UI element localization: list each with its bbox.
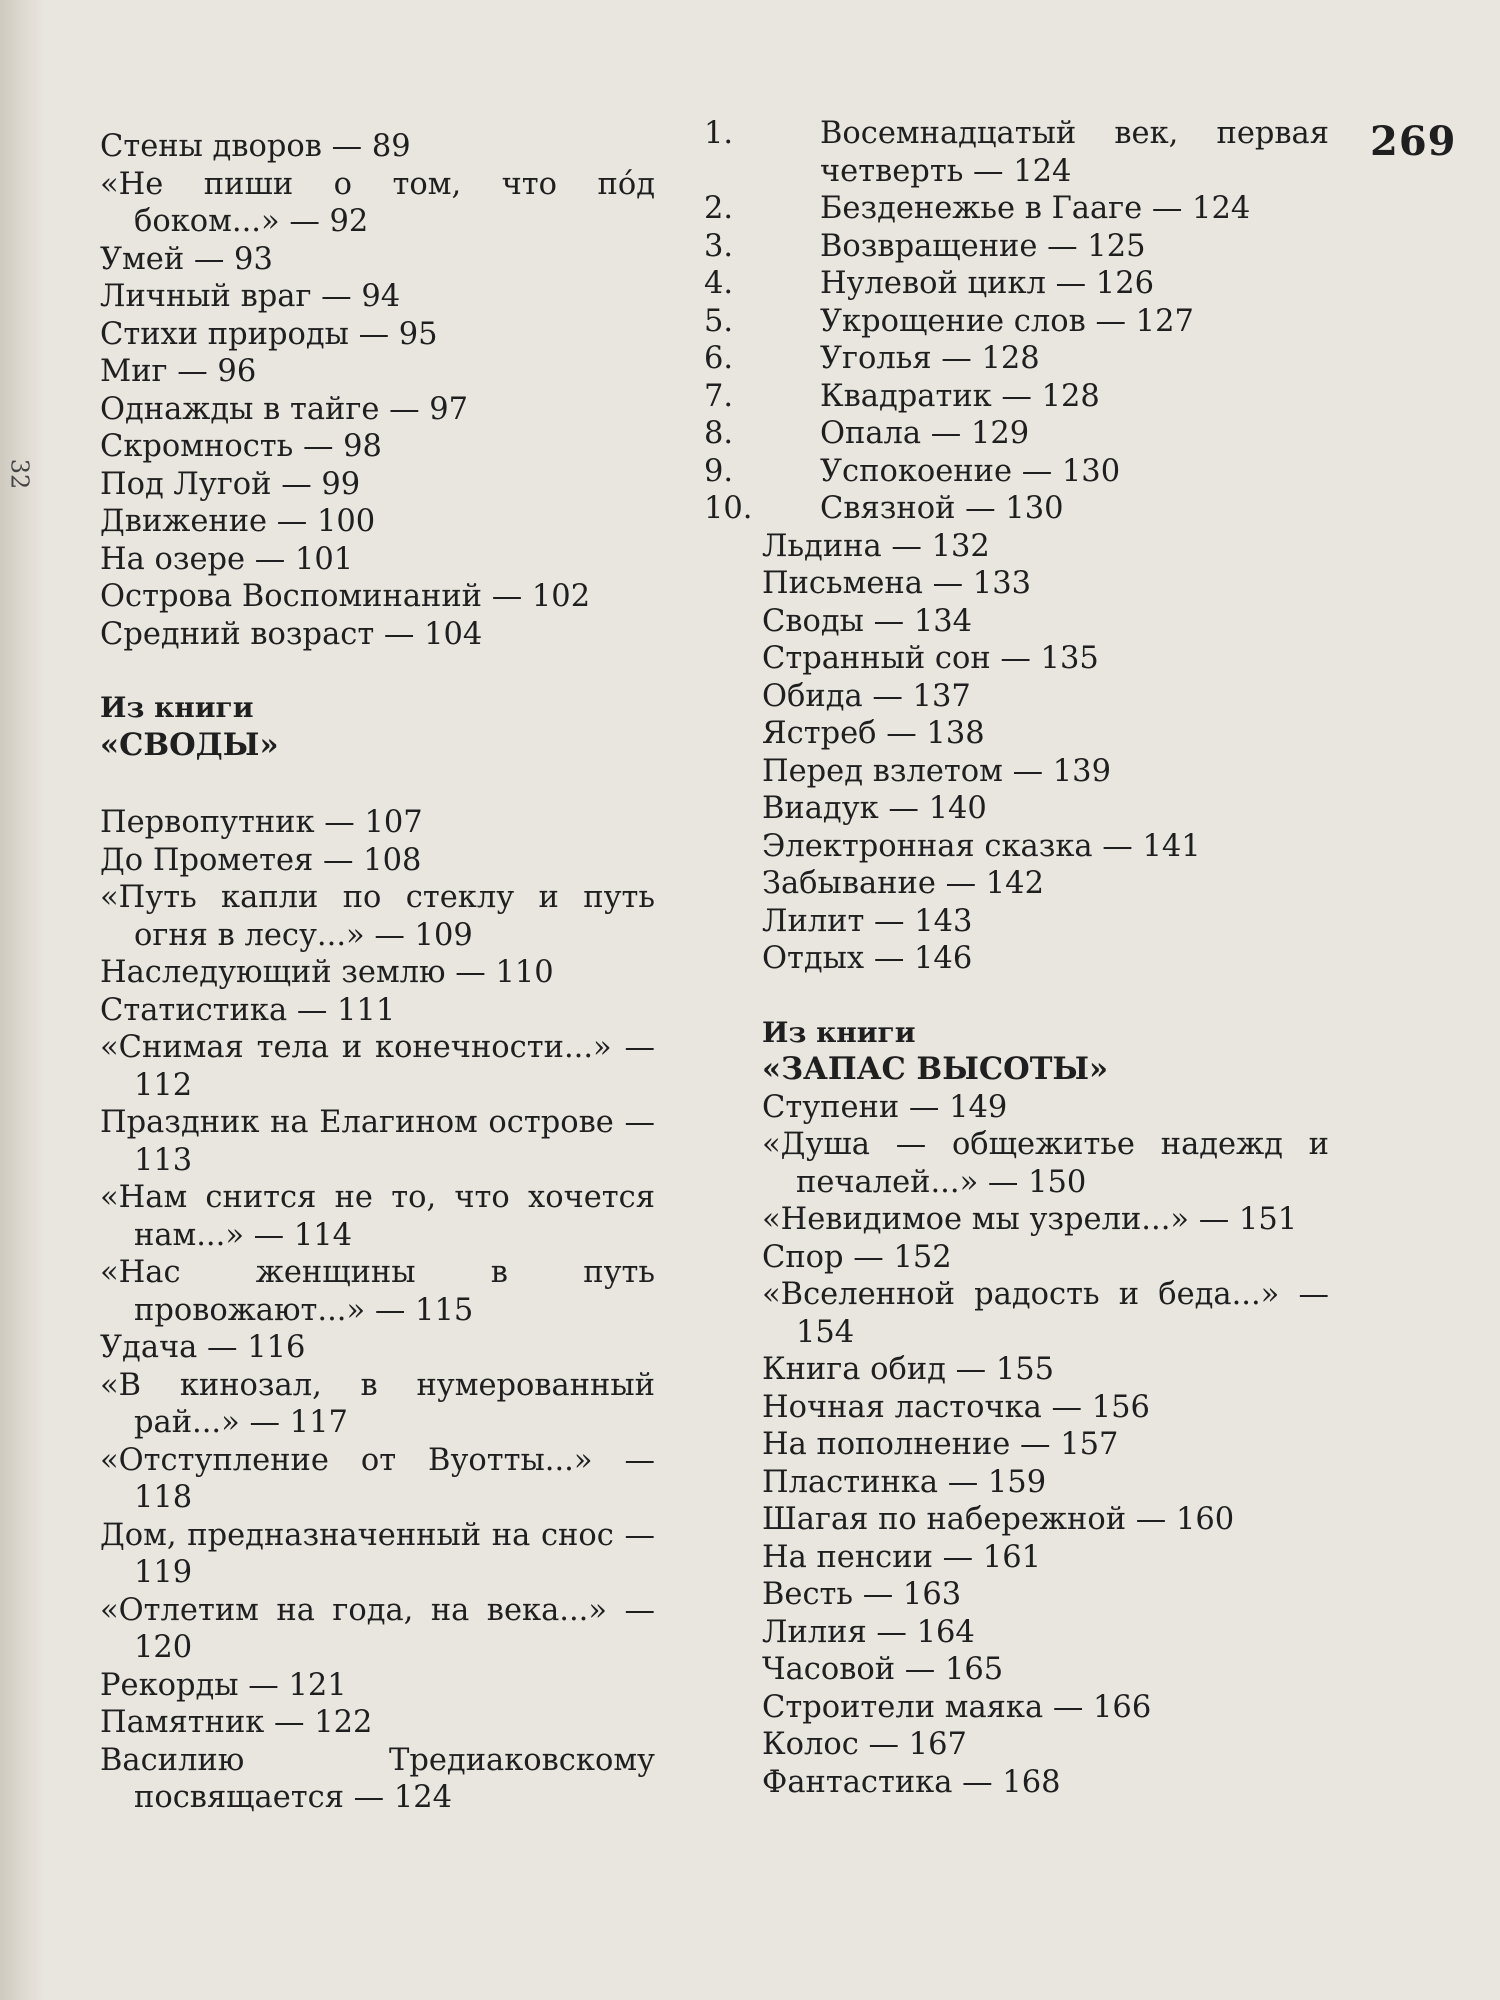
toc-entry: Книга обид — 155 xyxy=(762,1352,1055,1387)
toc-entry-numbered xyxy=(704,265,1329,303)
toc-entry-numbered xyxy=(704,415,1329,453)
section-heading-title: «ЗАПАС ВЫСОТЫ» xyxy=(762,1051,1109,1087)
toc-entry: Обида — 137 xyxy=(762,678,971,714)
toc-entry: «Нас женщины в путь провожают...» — 115 xyxy=(100,1255,655,1328)
entry-number: 8. xyxy=(704,416,734,451)
toc-entry: Перед взлетом — 139 xyxy=(762,753,1111,789)
entry-text: Укрощение слов — 127 xyxy=(820,303,1194,339)
toc-entry: Своды — 134 xyxy=(762,603,973,639)
toc-entry: Строители маяка — 166 xyxy=(762,1689,1152,1725)
toc-entry: До Прометея — 108 xyxy=(100,842,422,878)
toc-entry: Шагая по набережной — 160 xyxy=(762,1502,1235,1537)
toc-entry: Личный враг — 94 xyxy=(100,279,401,314)
toc-entry-numbered xyxy=(704,303,1329,341)
toc-entry: Фантастика — 168 xyxy=(762,1764,1061,1800)
gutter-mark: 32 xyxy=(5,458,34,490)
toc-entry: Колос — 167 xyxy=(762,1727,967,1762)
toc-list-left-b xyxy=(100,804,655,1817)
toc-entry: «Душа — общежитье надежд и печалей...» — 150 xyxy=(762,1127,1329,1200)
entry-text: Возвращение — 125 xyxy=(820,228,1146,264)
toc-entry: Первопутник — 107 xyxy=(100,805,423,840)
toc-entry: Средний возраст — 104 xyxy=(100,616,483,652)
toc-entry: На пополнение — 157 xyxy=(762,1427,1119,1462)
toc-entry: «Путь капли по стеклу и путь огня в лесу...» — 109 xyxy=(100,880,655,953)
entry-number: 7. xyxy=(704,378,734,414)
section-gap xyxy=(762,978,1329,1014)
toc-list-right-b xyxy=(762,1089,1329,1802)
toc-entry: Миг — 96 xyxy=(100,354,257,389)
toc-entry-numbered xyxy=(704,340,1329,378)
toc-entry: Острова Воспоминаний — 102 xyxy=(100,579,591,614)
entry-number: 3. xyxy=(704,228,734,264)
toc-entry: Скромность — 98 xyxy=(100,429,382,464)
toc-list-left-a xyxy=(100,128,655,653)
toc-entry: «Не пиши о том, что по́д боком...» — 92 xyxy=(100,166,655,239)
toc-entry: Рекорды — 121 xyxy=(100,1667,347,1703)
toc-entry: На пенсии — 161 xyxy=(762,1539,1042,1575)
toc-entry: Однажды в тайге — 97 xyxy=(100,391,469,427)
toc-list-right-a xyxy=(762,528,1329,978)
toc-entry: Часовой — 165 xyxy=(762,1652,1004,1687)
entry-number: 9. xyxy=(704,453,734,489)
toc-entry-numbered xyxy=(704,490,1329,528)
toc-entry: Василию Тредиаковскому посвящается — 124 xyxy=(100,1742,655,1815)
entry-text: Связной — 130 xyxy=(820,491,1064,526)
entry-text: Безденежье в Гааге — 124 xyxy=(820,191,1251,226)
toc-entry: Лилит — 143 xyxy=(762,903,973,939)
section-heading-label: Из книги xyxy=(100,691,254,724)
toc-entry: Странный сон — 135 xyxy=(762,641,1099,676)
toc-list-numbered xyxy=(704,115,1329,528)
toc-entry: Удача — 116 xyxy=(100,1330,306,1365)
entry-number: 2. xyxy=(704,191,734,226)
toc-entry: Спор — 152 xyxy=(762,1239,952,1275)
toc-entry: Пластинка — 159 xyxy=(762,1464,1047,1500)
toc-entry: «Вселенной радость и беда...» — 154 xyxy=(762,1277,1329,1350)
toc-entry: Стихи природы — 95 xyxy=(100,316,438,352)
toc-entry-numbered xyxy=(704,115,1329,190)
toc-entry: Виадук — 140 xyxy=(762,791,987,826)
toc-entry-numbered xyxy=(704,190,1329,228)
toc-entry: Памятник — 122 xyxy=(100,1705,373,1740)
entry-number: 4. xyxy=(704,266,734,301)
toc-entry: Под Лугой — 99 xyxy=(100,466,361,502)
entry-text: Опала — 129 xyxy=(820,416,1030,451)
toc-entry: «Невидимое мы узрели...» — 151 xyxy=(762,1202,1298,1237)
toc-entry: Забывание — 142 xyxy=(762,866,1044,901)
section-heading-label: Из книги xyxy=(762,1015,916,1049)
toc-entry: Умей — 93 xyxy=(100,241,273,277)
toc-entry: Лилия — 164 xyxy=(762,1614,975,1650)
section-gap xyxy=(100,653,655,689)
entry-number: 5. xyxy=(704,303,734,339)
entry-text: Восемнадцатый век, первая четверть — 124 xyxy=(820,116,1329,189)
book-gutter xyxy=(0,0,44,2000)
toc-right-column xyxy=(704,115,1329,1801)
toc-entry: Стены дворов — 89 xyxy=(100,129,411,164)
entry-number: 1. xyxy=(704,116,734,151)
toc-entry: «Нам снится не то, что хочется нам...» — 114 xyxy=(100,1180,655,1253)
toc-entry: Праздник на Елагином острове — 113 xyxy=(100,1105,655,1178)
toc-entry: Отдых — 146 xyxy=(762,941,973,976)
entry-text: Уголья — 128 xyxy=(820,341,1040,376)
section-heading-title: «СВОДЫ» xyxy=(100,726,279,763)
toc-entry: Дом, предназначенный на снос — 119 xyxy=(100,1517,655,1590)
toc-entry: Весть — 163 xyxy=(762,1577,962,1612)
toc-entry: Ночная ласточка — 156 xyxy=(762,1389,1150,1425)
toc-entry: Письмена — 133 xyxy=(762,566,1032,601)
toc-entry: Статистика — 111 xyxy=(100,992,396,1028)
entry-text: Квадратик — 128 xyxy=(820,378,1100,414)
toc-entry-numbered xyxy=(704,378,1329,416)
toc-entry: На озере — 101 xyxy=(100,541,354,577)
toc-entry: Электронная сказка — 141 xyxy=(762,828,1201,864)
toc-entry: Ястреб — 138 xyxy=(762,716,985,751)
page-number: 269 xyxy=(1370,118,1457,165)
toc-entry: «Отступление от Вуотты...» — 118 xyxy=(100,1442,655,1515)
entry-number: 10. xyxy=(704,491,753,526)
entry-number: 6. xyxy=(704,341,734,376)
section-gap xyxy=(100,764,655,804)
toc-entry: «Снимая тела и конечности...» — 112 xyxy=(100,1030,655,1103)
toc-entry: Ступени — 149 xyxy=(762,1089,1008,1125)
toc-entry: Льдина — 132 xyxy=(762,528,990,564)
toc-entry-numbered xyxy=(704,228,1329,266)
entry-text: Успокоение — 130 xyxy=(820,453,1121,489)
toc-left-column xyxy=(100,128,655,1817)
toc-entry-numbered xyxy=(704,453,1329,491)
toc-entry: «Отлетим на года, на века...» — 120 xyxy=(100,1592,655,1665)
toc-entry: «В кинозал, в нумерованный рай...» — 117 xyxy=(100,1367,655,1440)
toc-entry: Движение — 100 xyxy=(100,504,376,539)
toc-entry: Наследующий землю — 110 xyxy=(100,955,554,990)
entry-text: Нулевой цикл — 126 xyxy=(820,266,1155,301)
